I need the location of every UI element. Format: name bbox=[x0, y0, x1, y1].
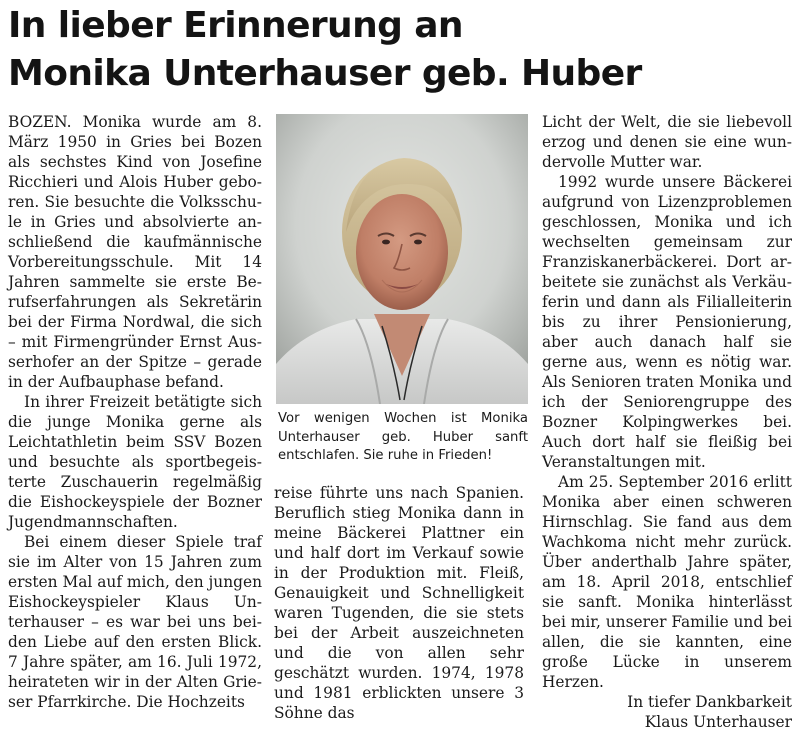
obituary-headline bbox=[8, 2, 798, 98]
paragraph-stroke: Am 25. September 2016 erlitt Monika aber einen schweren Hirnschlag. Sie fand aus dem Wachkoma nicht mehr zurück. Über anderthalb Jahre später, am 18. April 2018, entschlief sie sanft. Monika hinterlässt bei mir, unserer Familie und bei allen, die sie kannten, eine große Lücke in unserem Herzen. bbox=[542, 473, 792, 691]
paragraph-biography: BOZEN. Monika wurde am 8. März 1950 in Gries bei Bozen als sechstes Kind von Josefine Ricchieri und Alois Huber geboren. Sie besuchte die Volksschule in Gries und absolvierte anschließend die kaufmännische Vorbereitungsschule. Mit 14 Jahren sammelte sie erste Berufserfahrungen als Sekretärin bei der Firma Nordwal, die sich – mit Firmengründer Ernst Ausserhofer an der Spitze – gerade in der Aufbauphase befand. bbox=[8, 113, 262, 391]
article-column-2 bbox=[274, 483, 524, 723]
paragraph-children: Licht der Welt, die sie liebevoll erzog und denen sie eine wundervolle Mutter war. bbox=[542, 113, 792, 171]
portrait-photo bbox=[276, 114, 528, 404]
photo-caption: Vor wenigen Wochen ist Monika Unterhauser geb. Huber sanft entschlafen. Sie ruhe in Frieden! bbox=[278, 411, 528, 463]
closing-line: In tiefer Dankbarkeit bbox=[627, 693, 792, 711]
paragraph-freizeit: In ihrer Freizeit betätigte sich die junge Monika gerne als Leichtathletin beim SSV Bozen und besuchte als sportbegeisterte Zuschauerin regelmäßig die Eishockeyspiele der Bozner Jugendmannschaften. bbox=[8, 393, 262, 531]
paragraph-career: reise führte uns nach Spanien. Beruflich stieg Monika dann in meine Bäckerei Plattner ein und half dort im Verkauf sowie in der Produktion mit. Fleiß, Genauigkeit und Schnelligkeit waren Tugenden, die sie stets bei der Arbeit auszeichneten und die von allen sehr geschätzt wurden. 1974, 1978 und 1981 erblickten unsere 3 Söhne das bbox=[274, 484, 524, 722]
headline-line-1: In lieber Erinnerung an bbox=[8, 5, 463, 46]
article-column-1 bbox=[8, 112, 262, 712]
signature: Klaus Unterhauser bbox=[644, 713, 792, 731]
paragraph-meeting: Bei einem dieser Spiele traf sie im Alter von 15 Jahren zum ersten Mal auf mich, den jungen Eishockeyspieler Klaus Unterhauser – es war bei uns beiden Liebe auf den ersten Blick. 7 Jahre später, am 16. Juli 1972, heirateten wir in der Alten Grieser Pfarrkirche. Die Hochzeits bbox=[8, 533, 262, 711]
headline-line-2: Monika Unterhauser geb. Huber bbox=[8, 53, 642, 94]
paragraph-bakery: 1992 wurde unsere Bäckerei aufgrund von Lizenzproblemen geschlossen, Monika und ich wechselten gemeinsam zur Franziskanerbäckerei. Dort arbeitete sie zunächst als Verkäuferin und dann als Filialleiterin bis zu ihrer Pensionierung, aber auch danach half sie gerne aus, wenn es nötig war. Als Senioren traten Monika und ich der Seniorengruppe des Bozner Kolpingwerkes bei. Auch dort half sie fleißig bei Veranstaltungen mit. bbox=[542, 173, 792, 471]
article-column-3 bbox=[542, 112, 792, 732]
